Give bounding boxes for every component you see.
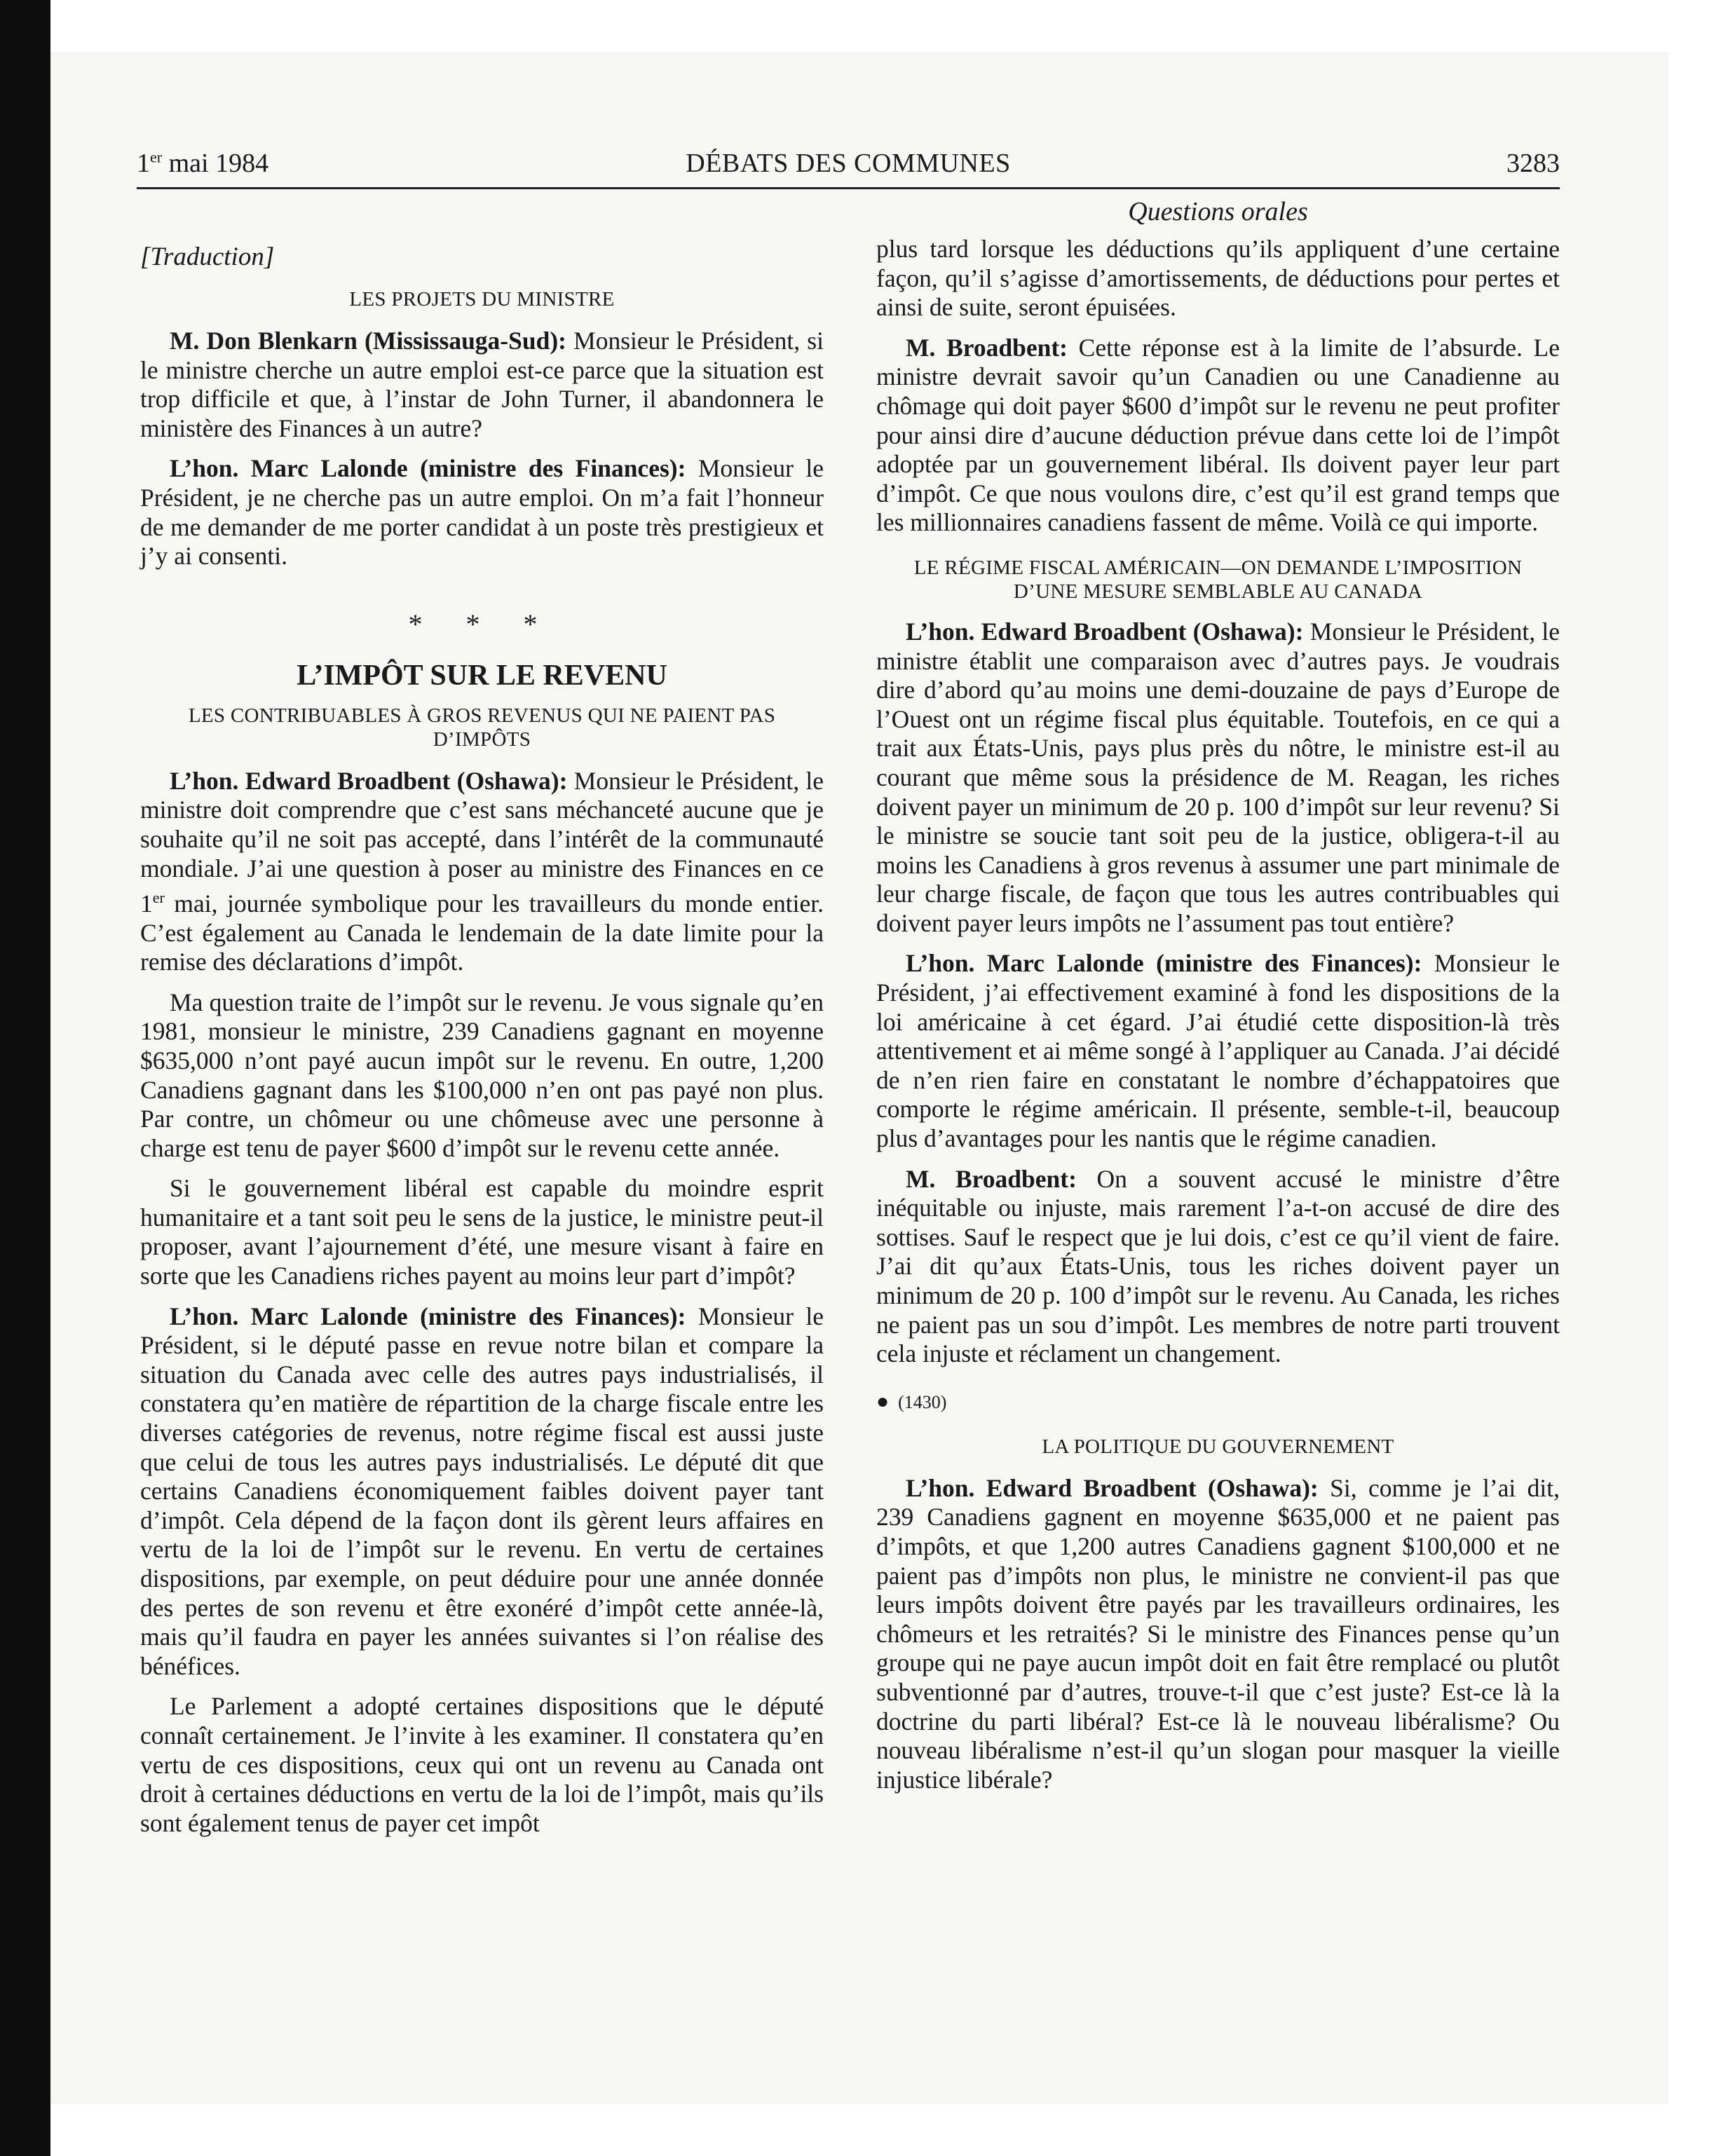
paragraph-lalonde-3: L’hon. Marc Lalonde (ministre des Finances): Monsieur le Président, j’ai effectivement examiné à fond les dispositions de la loi américaine à cet égard. J’ai étudié cette disposition-là très attentivement et ai même songé à l’appliquer au Canada. J’ai décidé de n’en rien faire en constatant le nombre d’échappatoires que comporte le régime américain. Il présente, semble-t-il, beaucoup plus d’avantages pour les nantis que le régime canadien.	[876, 949, 1560, 1153]
paragraph-parlement: Le Parlement a adopté certaines dispositions que le député connaît certainement. Je l’invite à les examiner. Il constatera qu’en vertu de ces dispositions, ceux qui ont un revenu au Canada ont droit à certaines déductions en vertu de la loi de l’impôt, mais qu’ils sont également tenus de payer cet impôt	[140, 1692, 824, 1837]
speaker-broadbent: L’hon. Edward Broadbent (Oshawa):	[906, 1473, 1319, 1502]
paragraph-gouvernement-liberal: Si le gouvernement libéral est capable du moindre esprit humanitaire et a tant soit peu le sens de la justice, le ministre peut-il proposer, avant l’ajournement d’été, une mesure visant à faire en sorte que les Canadiens riches payent au moins leur part d’impôt?	[140, 1174, 824, 1290]
speaker-broadbent: L’hon. Edward Broadbent (Oshawa):	[906, 617, 1304, 646]
section-separator-stars: * * *	[408, 608, 556, 640]
speaker-lalonde: L’hon. Marc Lalonde (ministre des Finances):	[170, 454, 686, 483]
heading-regime-americain: LE RÉGIME FISCAL AMÉRICAIN—ON DEMANDE L’IMPOSITION D’UNE MESURE SEMBLABLE AU CANADA	[913, 556, 1523, 603]
header-date: 1er mai 1984	[137, 148, 269, 178]
paragraph-broadbent-4: M. Broadbent: On a souvent accusé le ministre d’être inéquitable ou injuste, mais rarement l’a-t-on accusé de dire des sottises. Sauf le respect que je lui dois, c’est ce qu’il vient de faire. J’ai dit qu’aux États-Unis, tous les riches doivent payer un minimum de 20 p. 100 d’impôt sur le revenu. Au Canada, les riches ne paient pas un sou d’impôt. Les membres de notre parti trouvent cela injuste et réclament un changement.	[876, 1164, 1560, 1368]
paragraph-broadbent-5: L’hon. Edward Broadbent (Oshawa): Si, comme je l’ai dit, 239 Canadiens gagnent en moyenne $635,000 et ne paient pas d’impôts, et que 1,200 autres Canadiens gagnent $100,000 et ne paient pas d’impôts non plus, le ministre ne convient-il pas que leurs impôts doivent être payés par les travailleurs ordinaires, les chômeurs et les retraités? Si le ministre des Finances pense qu’un groupe qui ne paye aucun impôt doit en fait être remplacé ou plutôt subventionné par d’autres, trouve-t-il que c’est juste? Est-ce là la doctrine du parti libéral? Est-ce là le nouveau libéralisme? Ou nouveau libéralisme n’est-il qu’un slogan pour masquer la vieille injustice libérale?	[876, 1473, 1560, 1794]
paragraph-continuation: plus tard lorsque les déductions qu’ils appliquent d’une certaine façon, qu’il s’agisse d’amortissements, de déductions pour pertes et ainsi de suite, seront épuisées.	[876, 235, 1560, 322]
running-header	[137, 144, 1560, 189]
bullet-dot-icon: ●	[876, 1389, 890, 1413]
speaker-broadbent: M. Broadbent:	[906, 1164, 1077, 1193]
scan-black-border	[0, 0, 50, 2156]
speaker-blenkarn: M. Don Blenkarn (Mississauga-Sud):	[170, 327, 567, 355]
heading-politique-gouvernement: LA POLITIQUE DU GOUVERNEMENT	[1042, 1435, 1394, 1458]
right-column	[876, 235, 1560, 1794]
time-marker: ● (1430)	[876, 1389, 947, 1413]
speaker-lalonde: L’hon. Marc Lalonde (ministre des Finances):	[170, 1302, 686, 1330]
heading-projets-ministre: LES PROJETS DU MINISTRE	[349, 288, 615, 311]
paragraph-question-impot: Ma question traite de l’impôt sur le revenu. Je vous signale qu’en 1981, monsieur le ministre, 239 Canadiens gagnant en moyenne $635,000 n’ont payé aucun impôt sur le revenu. En outre, 1,200 Canadiens gagnant dans les $100,000 n’en ont pas payé non plus. Par contre, un chômeur ou une chômeuse avec une personne à charge est tenu de payer $600 d’impôt sur le revenu cette année.	[140, 988, 824, 1162]
subheading-contribuables: LES CONTRIBUABLES À GROS REVENUS QUI NE PAIENT PAS D’IMPÔTS	[188, 704, 776, 751]
paragraph-broadbent-3: L’hon. Edward Broadbent (Oshawa): Monsieur le Président, le ministre établit une comparaison avec d’autres pays. Je voudrais dire d’abord qu’au moins une demi-douzaine de pays d’Europe de l’Ouest ont un régime fiscal plus équitable. Toutefois, en ce qui a trait aux États-Unis, pays plus près du nôtre, le ministre est-il au courant que même sous la présidence de M. Reagan, les riches doivent payer un minimum de 20 p. 100 d’impôt sur leur revenu? Si le ministre se soucie tant soit peu de la justice, obligera-t-il au moins les Canadiens à gros revenus à assumer une part minimale de leur charge fiscale, de façon que tous les autres contribuables qui doivent payer leurs impôts ne l’assument pas tout entière?	[876, 617, 1560, 937]
paragraph-broadbent-1: L’hon. Edward Broadbent (Oshawa): Monsieur le Président, le ministre doit comprendre que c’est sans méchanceté aucune que je souhaite qu’il ne soit pas accepté, dans l’intérêt de la communauté mondiale. J’ai une question à poser au ministre des Finances en ce 1er mai, journée symbolique pour les travailleurs du monde entier. C’est également au Canada le lendemain de la date limite pour la remise des déclarations d’impôt.	[140, 766, 824, 976]
section-label: Questions orales	[1128, 197, 1308, 226]
main-heading-impot: L’IMPÔT SUR LE REVENU	[297, 659, 667, 692]
paragraph-broadbent-2: M. Broadbent: Cette réponse est à la limite de l’absurde. Le ministre devrait savoir qu’un Canadien ou une Canadienne au chômage qui doit payer $600 d’impôt sur le revenu ne peut profiter pour ainsi dire d’aucune déduction prévue dans cette loi de l’impôt adoptée par un gouvernement libéral. Ils doivent payer leur part d’impôt. Ce que nous voulons dire, c’est qu’il est grand temps que les millionnaires canadiens fassent de même. Voilà ce qui importe.	[876, 333, 1560, 537]
page-number: 3283	[1506, 149, 1560, 178]
paragraph-lalonde-1: L’hon. Marc Lalonde (ministre des Finances): Monsieur le Président, je ne cherche pas un autre emploi. On m’a fait l’honneur de me demander de me porter candidat à un poste très prestigieux et j’y ai consenti.	[140, 454, 824, 571]
traduction-label: [Traduction]	[140, 243, 275, 271]
speaker-lalonde: L’hon. Marc Lalonde (ministre des Finances):	[906, 949, 1422, 978]
paragraph-blenkarn: M. Don Blenkarn (Mississauga-Sud): Monsieur le Président, si le ministre cherche un autre emploi est-ce parce que la situation est trop difficile et que, à l’instar de John Turner, il abandonnera le ministère des Finances à un autre?	[140, 327, 824, 442]
paragraph-lalonde-2: L’hon. Marc Lalonde (ministre des Finances): Monsieur le Président, si le député passe en revue notre bilan et compare la situation du Canada avec celle des autres pays industrialisés, il constatera qu’en matière de répartition de la charge fiscale entre les diverses catégories de revenus, notre régime fiscal est aussi juste que celui de tous les autres pays industrialisés. Le député dit que certains Canadiens économiquement faibles doivent payer tant d’impôt. Cela dépend de la façon dont ils gèrent leurs affaires en vertu de la loi de l’impôt sur le revenu. En vertu de certaines dispositions, par exemple, on peut déduire pour une année donnée des pertes de son revenu et être exonéré d’impôt cette année-là, mais qu’il faudra en payer les années suivantes si l’on réalise des bénéfices.	[140, 1302, 824, 1680]
left-column	[140, 242, 824, 1838]
speaker-broadbent: M. Broadbent:	[906, 333, 1068, 362]
speaker-broadbent: L’hon. Edward Broadbent (Oshawa):	[170, 766, 568, 795]
journal-title: DÉBATS DES COMMUNES	[686, 149, 1011, 178]
